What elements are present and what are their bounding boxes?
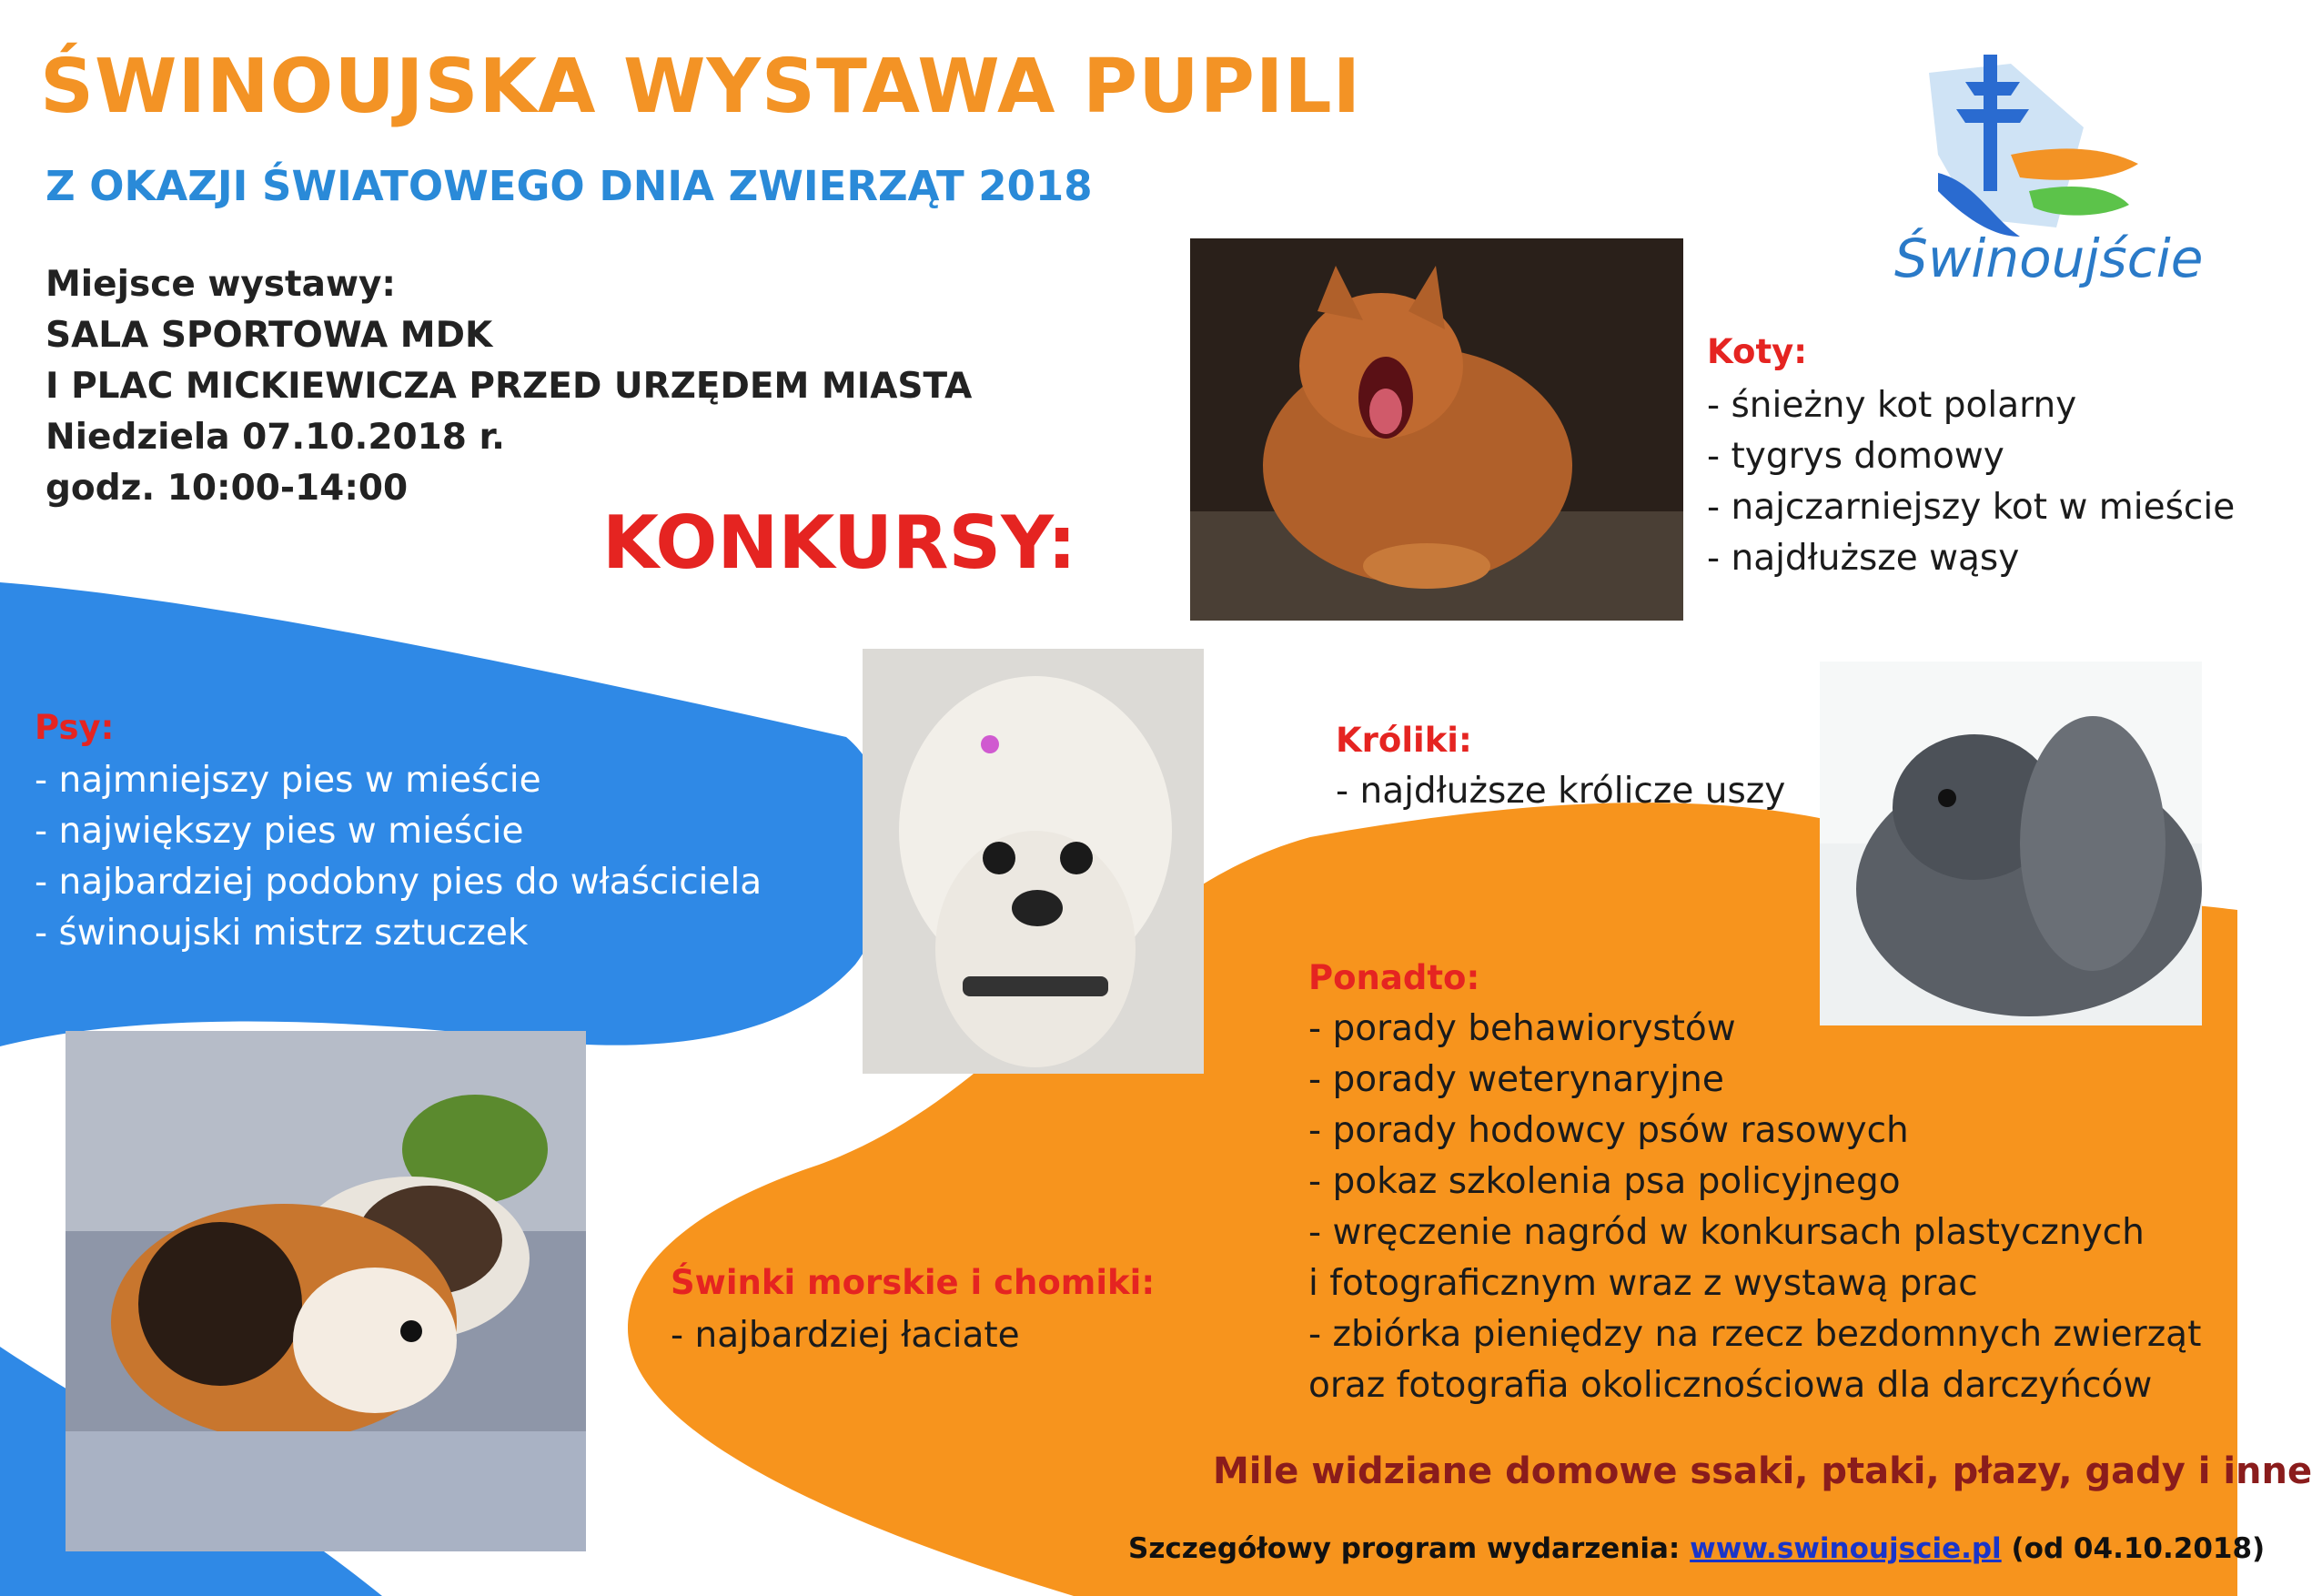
- list-item: - pokaz szkolenia psa policyjnego: [1308, 1161, 1901, 1202]
- list-item: - wręczenie nagród w konkursach plastycznych: [1308, 1212, 2145, 1253]
- kroliki-heading: Króliki:: [1336, 721, 1472, 760]
- list-item: - największy pies w mieście: [35, 811, 524, 852]
- koty-heading: Koty:: [1707, 332, 1808, 371]
- info-venue: SALA SPORTOWA MDK: [45, 315, 493, 356]
- list-item: - porady weterynaryjne: [1308, 1059, 1724, 1100]
- list-item: - najmniejszy pies w mieście: [35, 760, 541, 801]
- footer: [1128, 1532, 2265, 1565]
- list-item: - porady behawiorystów: [1308, 1008, 1736, 1049]
- info-venue-2: I PLAC MICKIEWICZA PRZED URZĘDEM MIASTA: [45, 366, 973, 407]
- website-link[interactable]: www.swinoujscie.pl: [1690, 1532, 2002, 1565]
- list-item: oraz fotografia okolicznościowa dla darczyńców: [1308, 1365, 2153, 1406]
- page-subtitle: Z OKAZJI ŚWIATOWEGO DNIA ZWIERZĄT 2018: [45, 162, 1093, 210]
- ponadto-list: [1308, 1004, 2201, 1411]
- list-item: - najdłuższe królicze uszy: [1336, 771, 1786, 812]
- info-hours: godz. 10:00-14:00: [45, 468, 409, 509]
- list-item: - najbardziej łaciate: [671, 1315, 1020, 1356]
- psy-heading: Psy:: [35, 708, 115, 747]
- list-item: - śnieżny kot polarny: [1707, 385, 2077, 426]
- logo-text: Świnoujście: [1894, 227, 2204, 289]
- cat-photo: [1190, 238, 1683, 621]
- rabbit-photo: [1820, 662, 2202, 1025]
- ponadto-heading: Ponadto:: [1308, 958, 1480, 997]
- list-item: - porady hodowcy psów rasowych: [1308, 1110, 1909, 1151]
- footer-suffix: (od 04.10.2018): [2001, 1532, 2266, 1565]
- dog-photo: [863, 649, 1204, 1074]
- list-item: - tygrys domowy: [1707, 436, 2004, 477]
- footer-prefix: Szczegółowy program wydarzenia:: [1128, 1532, 1691, 1565]
- guinea-pig-photo: [66, 1031, 586, 1551]
- konkursy-heading: KONKURSY:: [602, 500, 1077, 585]
- psy-list: [35, 755, 762, 959]
- page-title: ŚWINOUJSKA WYSTAWA PUPILI: [40, 44, 1362, 130]
- list-item: - najdłuższe wąsy: [1707, 538, 2020, 579]
- swinki-list: [671, 1310, 1020, 1361]
- list-item: - zbiórka pieniędzy na rzecz bezdomnych zwierząt: [1308, 1314, 2202, 1355]
- info-date: Niedziela 07.10.2018 r.: [45, 417, 505, 458]
- info-label: Miejsce wystawy:: [45, 264, 397, 305]
- list-item: - najbardziej podobny pies do właściciela: [35, 862, 762, 903]
- event-info: [45, 259, 972, 514]
- swinki-heading: Świnki morskie i chomiki:: [671, 1263, 1156, 1302]
- list-item: i fotograficznym wraz z wystawą prac: [1308, 1263, 1978, 1304]
- list-item: - świnoujski mistrz sztuczek: [35, 913, 529, 954]
- list-item: - najczarniejszy kot w mieście: [1707, 487, 2236, 528]
- welcome-note: Mile widziane domowe ssaki, ptaki, płazy, gady i inne: [1213, 1450, 2312, 1492]
- koty-list: [1707, 380, 2235, 584]
- kroliki-list: [1336, 766, 1785, 817]
